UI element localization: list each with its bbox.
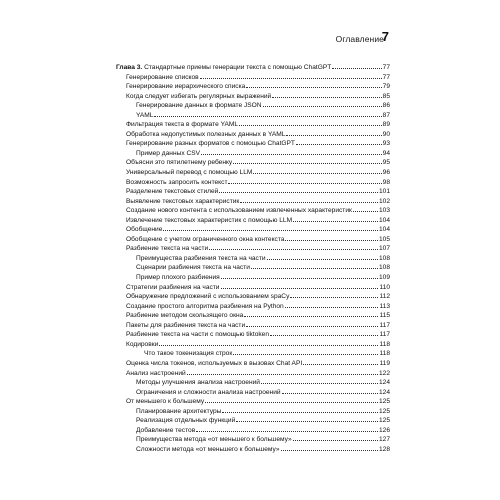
toc-entry-title: Анализ настроений (126, 369, 186, 377)
toc-entry-title: Планирование архитектуры (136, 407, 222, 415)
toc-entry (116, 205, 390, 215)
toc-entry-title: Кодировки (126, 340, 159, 348)
toc-entry-page: 105 (378, 235, 390, 243)
toc-entry-label (126, 92, 271, 102)
dot-leader (270, 329, 378, 336)
toc-entry-label (136, 407, 221, 417)
dot-leader (163, 224, 378, 231)
toc-entry-title: Извлечение текстовых характеристик с помощью LLM (126, 216, 293, 224)
toc-entry-page: 107 (378, 245, 390, 253)
toc-entry-title: Генерирование списков (126, 73, 199, 81)
toc-entry (116, 253, 390, 263)
toc-entry (116, 81, 390, 91)
toc-entry-label (126, 82, 245, 92)
toc-entry-title: Когда следует избегать регулярных выражений (126, 92, 272, 100)
toc-entry-label (126, 73, 199, 83)
dot-leader (353, 205, 378, 212)
toc-entry-title: Оценка числа токенов, используемых в вызовах Chat API (126, 359, 303, 367)
dot-leader (286, 129, 381, 136)
toc-entry (116, 377, 390, 387)
toc-entry-title: Генерирование данных в формате JSON (136, 102, 262, 110)
toc-entry-label (126, 321, 245, 331)
toc-entry (116, 262, 390, 272)
toc-entry-page: 127 (378, 436, 390, 444)
toc-entry (116, 215, 390, 225)
toc-entry-page: 79 (382, 83, 390, 91)
toc-entry-page: 122 (378, 369, 390, 377)
toc-entry-label (126, 244, 208, 254)
toc-entry-page: 101 (378, 188, 390, 196)
dot-leader (246, 320, 378, 327)
toc-entry-title: Методы улучшения анализа настроений (136, 379, 260, 387)
toc-entry-title: Сложности метода «от меньшего к большему» (136, 445, 280, 453)
toc-entry-title: Универсальный перевод с помощью LLM (126, 169, 253, 177)
toc-entry (116, 282, 390, 292)
toc-entry-title: Обработка недопустимых полезных данных в YAML (126, 130, 286, 138)
toc-entry (116, 358, 390, 368)
toc-entry (116, 129, 390, 139)
dot-leader (251, 262, 378, 269)
toc-entry-title: Стандартные приемы генерации текста с помощью ChatGPT (142, 64, 332, 71)
toc-entry (116, 272, 390, 282)
toc-entry (116, 387, 390, 397)
toc-entry-page: 104 (378, 226, 390, 234)
toc-entry-label (126, 158, 232, 168)
toc-entry (116, 62, 390, 72)
dot-leader (261, 377, 378, 384)
toc-entry-title: Сценарии разбиения текста на части (136, 264, 250, 272)
dot-leader (233, 157, 381, 164)
toc-entry-label (126, 283, 220, 293)
dot-leader (187, 368, 378, 375)
toc-entry-label (126, 130, 285, 140)
toc-entry (116, 301, 390, 311)
dot-leader (196, 425, 378, 432)
toc-entry-page: 87 (382, 111, 390, 119)
dot-leader (221, 272, 378, 279)
dot-leader (246, 81, 381, 88)
toc-entry-label (136, 111, 153, 121)
toc-entry-page: 118 (379, 340, 390, 348)
toc-entry-page: 108 (378, 254, 390, 262)
toc-entry-page: 112 (379, 293, 390, 301)
toc-entry (116, 415, 390, 425)
toc-entry-title: Генерирование иерархического списка (126, 83, 246, 91)
toc-entry (116, 406, 390, 416)
toc-entry-title: Обнаружение предложений с использованием spaCy (126, 293, 290, 301)
toc-entry-label (126, 187, 218, 197)
toc-entry (116, 243, 390, 253)
toc-entry-page: 117 (379, 331, 390, 339)
toc-entry (116, 310, 390, 320)
toc-entry (116, 72, 390, 82)
dot-leader (219, 186, 378, 193)
toc-entry-title: Разбиение текста на части (126, 245, 209, 253)
dot-leader (282, 387, 378, 394)
toc-entry-title: Генерирование разных форматов с помощью ChatGPT (126, 140, 295, 148)
dot-leader (253, 167, 381, 174)
toc-entry (116, 234, 390, 244)
toc-entry-page: 124 (378, 388, 390, 396)
toc-entry-title: Что такое токенизация строк (144, 350, 233, 358)
toc-entry-title: Добавление тестов (136, 426, 196, 434)
dot-leader (154, 110, 381, 117)
toc-entry-label (126, 311, 243, 321)
dot-leader (332, 62, 381, 69)
toc-entry (116, 348, 390, 358)
dot-leader (233, 348, 378, 355)
toc-entry-label (126, 178, 227, 188)
toc-entry-title: Стратегии разбиения на части (126, 283, 220, 291)
toc-entry-page: 118 (379, 350, 390, 358)
dot-leader (159, 339, 378, 346)
toc-entry-label (126, 292, 289, 302)
toc-entry-label (136, 254, 266, 264)
toc-entry (116, 148, 390, 158)
toc-entry-label (136, 426, 195, 436)
dot-leader (281, 444, 378, 451)
toc-entry-title: Преимущества метода «от меньшего к большему» (136, 436, 292, 444)
toc-entry-label (136, 378, 260, 388)
toc-entry (116, 119, 390, 129)
running-header-title: Оглавление (335, 34, 384, 44)
toc-entry-page: 115 (379, 312, 390, 320)
toc-entry (116, 177, 390, 187)
toc-entry-title: Пример плохого разбиения (136, 274, 220, 282)
toc-entry-page: 108 (378, 264, 390, 272)
toc-entry-page: 125 (378, 398, 390, 406)
dot-leader (221, 282, 379, 289)
dot-leader (240, 196, 378, 203)
toc-entry-page: 109 (378, 274, 390, 282)
toc-entry (116, 138, 390, 148)
toc-entry-page: 102 (378, 197, 390, 205)
toc-entry-title: Возможность запросить контекст (126, 178, 228, 186)
toc-entry-label (126, 340, 158, 350)
dot-leader (263, 100, 382, 107)
toc-entry-page: 90 (382, 130, 390, 138)
toc-entry (116, 196, 390, 206)
toc-entry-label (136, 445, 280, 455)
toc-entry-title: Создание нового контента с использованием извлеченных характеристик (126, 207, 352, 215)
toc-entry-label (144, 349, 232, 359)
toc-entry-page: 85 (382, 92, 390, 100)
dot-leader (272, 91, 381, 98)
dot-leader (200, 72, 382, 79)
toc-entry (116, 100, 390, 110)
toc-entry-title: Создание простого алгоритма разбиения на Python (126, 302, 284, 310)
dot-leader (205, 396, 378, 403)
toc-entry-page: 128 (378, 445, 390, 453)
toc-entry-page: 104 (378, 216, 390, 224)
toc-entry-page: 95 (382, 159, 390, 167)
toc-entry (116, 368, 390, 378)
toc-entry (116, 157, 390, 167)
toc-entry-page: 89 (382, 121, 390, 129)
toc-entry-label (136, 435, 292, 445)
toc-entry-page: 77 (382, 73, 390, 81)
dot-leader (293, 434, 378, 441)
dot-leader (296, 138, 382, 145)
dot-leader (293, 215, 378, 222)
toc-entry-label (126, 225, 162, 235)
toc-entry-page: 125 (378, 407, 390, 415)
toc-entry-page: 103 (378, 207, 390, 215)
toc-entry-label (126, 369, 186, 379)
toc-entry (116, 110, 390, 120)
toc-entry (116, 329, 390, 339)
toc-entry-label (126, 397, 204, 407)
toc-entry-page: 126 (378, 426, 390, 434)
toc-entry-page: 125 (378, 417, 390, 425)
toc-entry (116, 396, 390, 406)
toc-entry-title: YAML (136, 111, 154, 119)
dot-leader (236, 415, 378, 422)
toc-entry-title: Преимущества разбиения текста на части (136, 254, 266, 262)
toc-entry-page: 96 (382, 169, 390, 177)
toc-entry-page: 77 (382, 64, 390, 71)
dot-leader (267, 253, 378, 260)
toc-entry-label (136, 149, 200, 159)
toc-entry-page: 117 (379, 321, 390, 329)
toc-entry-page: 94 (382, 149, 390, 157)
toc-entry (116, 320, 390, 330)
toc-entry-title: От меньшего к большему (126, 398, 205, 406)
table-of-contents (116, 62, 390, 453)
toc-entry (116, 425, 390, 435)
toc-entry (116, 186, 390, 196)
toc-entry-title: Реализация отдельных функций (136, 417, 236, 425)
dot-leader (285, 301, 379, 308)
toc-entry (116, 339, 390, 349)
dot-leader (244, 310, 378, 317)
toc-entry-title: Объясни это пятилетнему ребенку (126, 159, 233, 167)
toc-entry-page: 113 (379, 302, 390, 310)
page-number: 7 (381, 29, 389, 44)
toc-entry-title: Пакеты для разбиения текста на части (126, 321, 246, 329)
toc-entry-title: Разделение текстовых стилей (126, 188, 219, 196)
toc-entry (116, 291, 390, 301)
toc-entry-page: 93 (382, 140, 390, 148)
toc-entry-page: 86 (382, 102, 390, 110)
dot-leader (222, 406, 378, 413)
toc-entry-title: Выявление текстовых характеристик (126, 197, 240, 205)
dot-leader (201, 148, 382, 155)
dot-leader (209, 243, 378, 250)
dot-leader (290, 291, 378, 298)
dot-leader (285, 234, 378, 241)
toc-entry-title: Ограничения и сложности анализа настроений (136, 388, 281, 396)
toc-entry-title: Пример данных CSV (136, 149, 201, 157)
toc-entry-label (126, 120, 238, 130)
toc-entry-title: Разбиение текста на части с помощью tiktoken (126, 331, 269, 339)
toc-entry-page: 110 (379, 283, 390, 291)
dot-leader (228, 177, 381, 184)
dot-leader (303, 358, 378, 365)
toc-entry-title: Обобщение (126, 226, 163, 234)
toc-entry (116, 224, 390, 234)
toc-entry-label (136, 273, 220, 283)
toc-entry-title: Фильтрация текста в формате YAML (126, 121, 239, 129)
toc-entry-title: Разбиение методом скользящего окна (126, 312, 244, 320)
toc-entry (116, 434, 390, 444)
dot-leader (239, 119, 382, 126)
toc-entry-page: 119 (379, 359, 390, 367)
toc-entry-page: 124 (378, 379, 390, 387)
toc-entry-label (126, 197, 239, 207)
toc-entry (116, 91, 390, 101)
toc-entry (116, 167, 390, 177)
toc-entry (116, 444, 390, 454)
toc-entry-page: 98 (382, 178, 390, 186)
toc-entry-title: Обобщение с учетом ограниченного окна контекста (126, 235, 285, 243)
chapter-label: Глава 3. (116, 64, 143, 71)
